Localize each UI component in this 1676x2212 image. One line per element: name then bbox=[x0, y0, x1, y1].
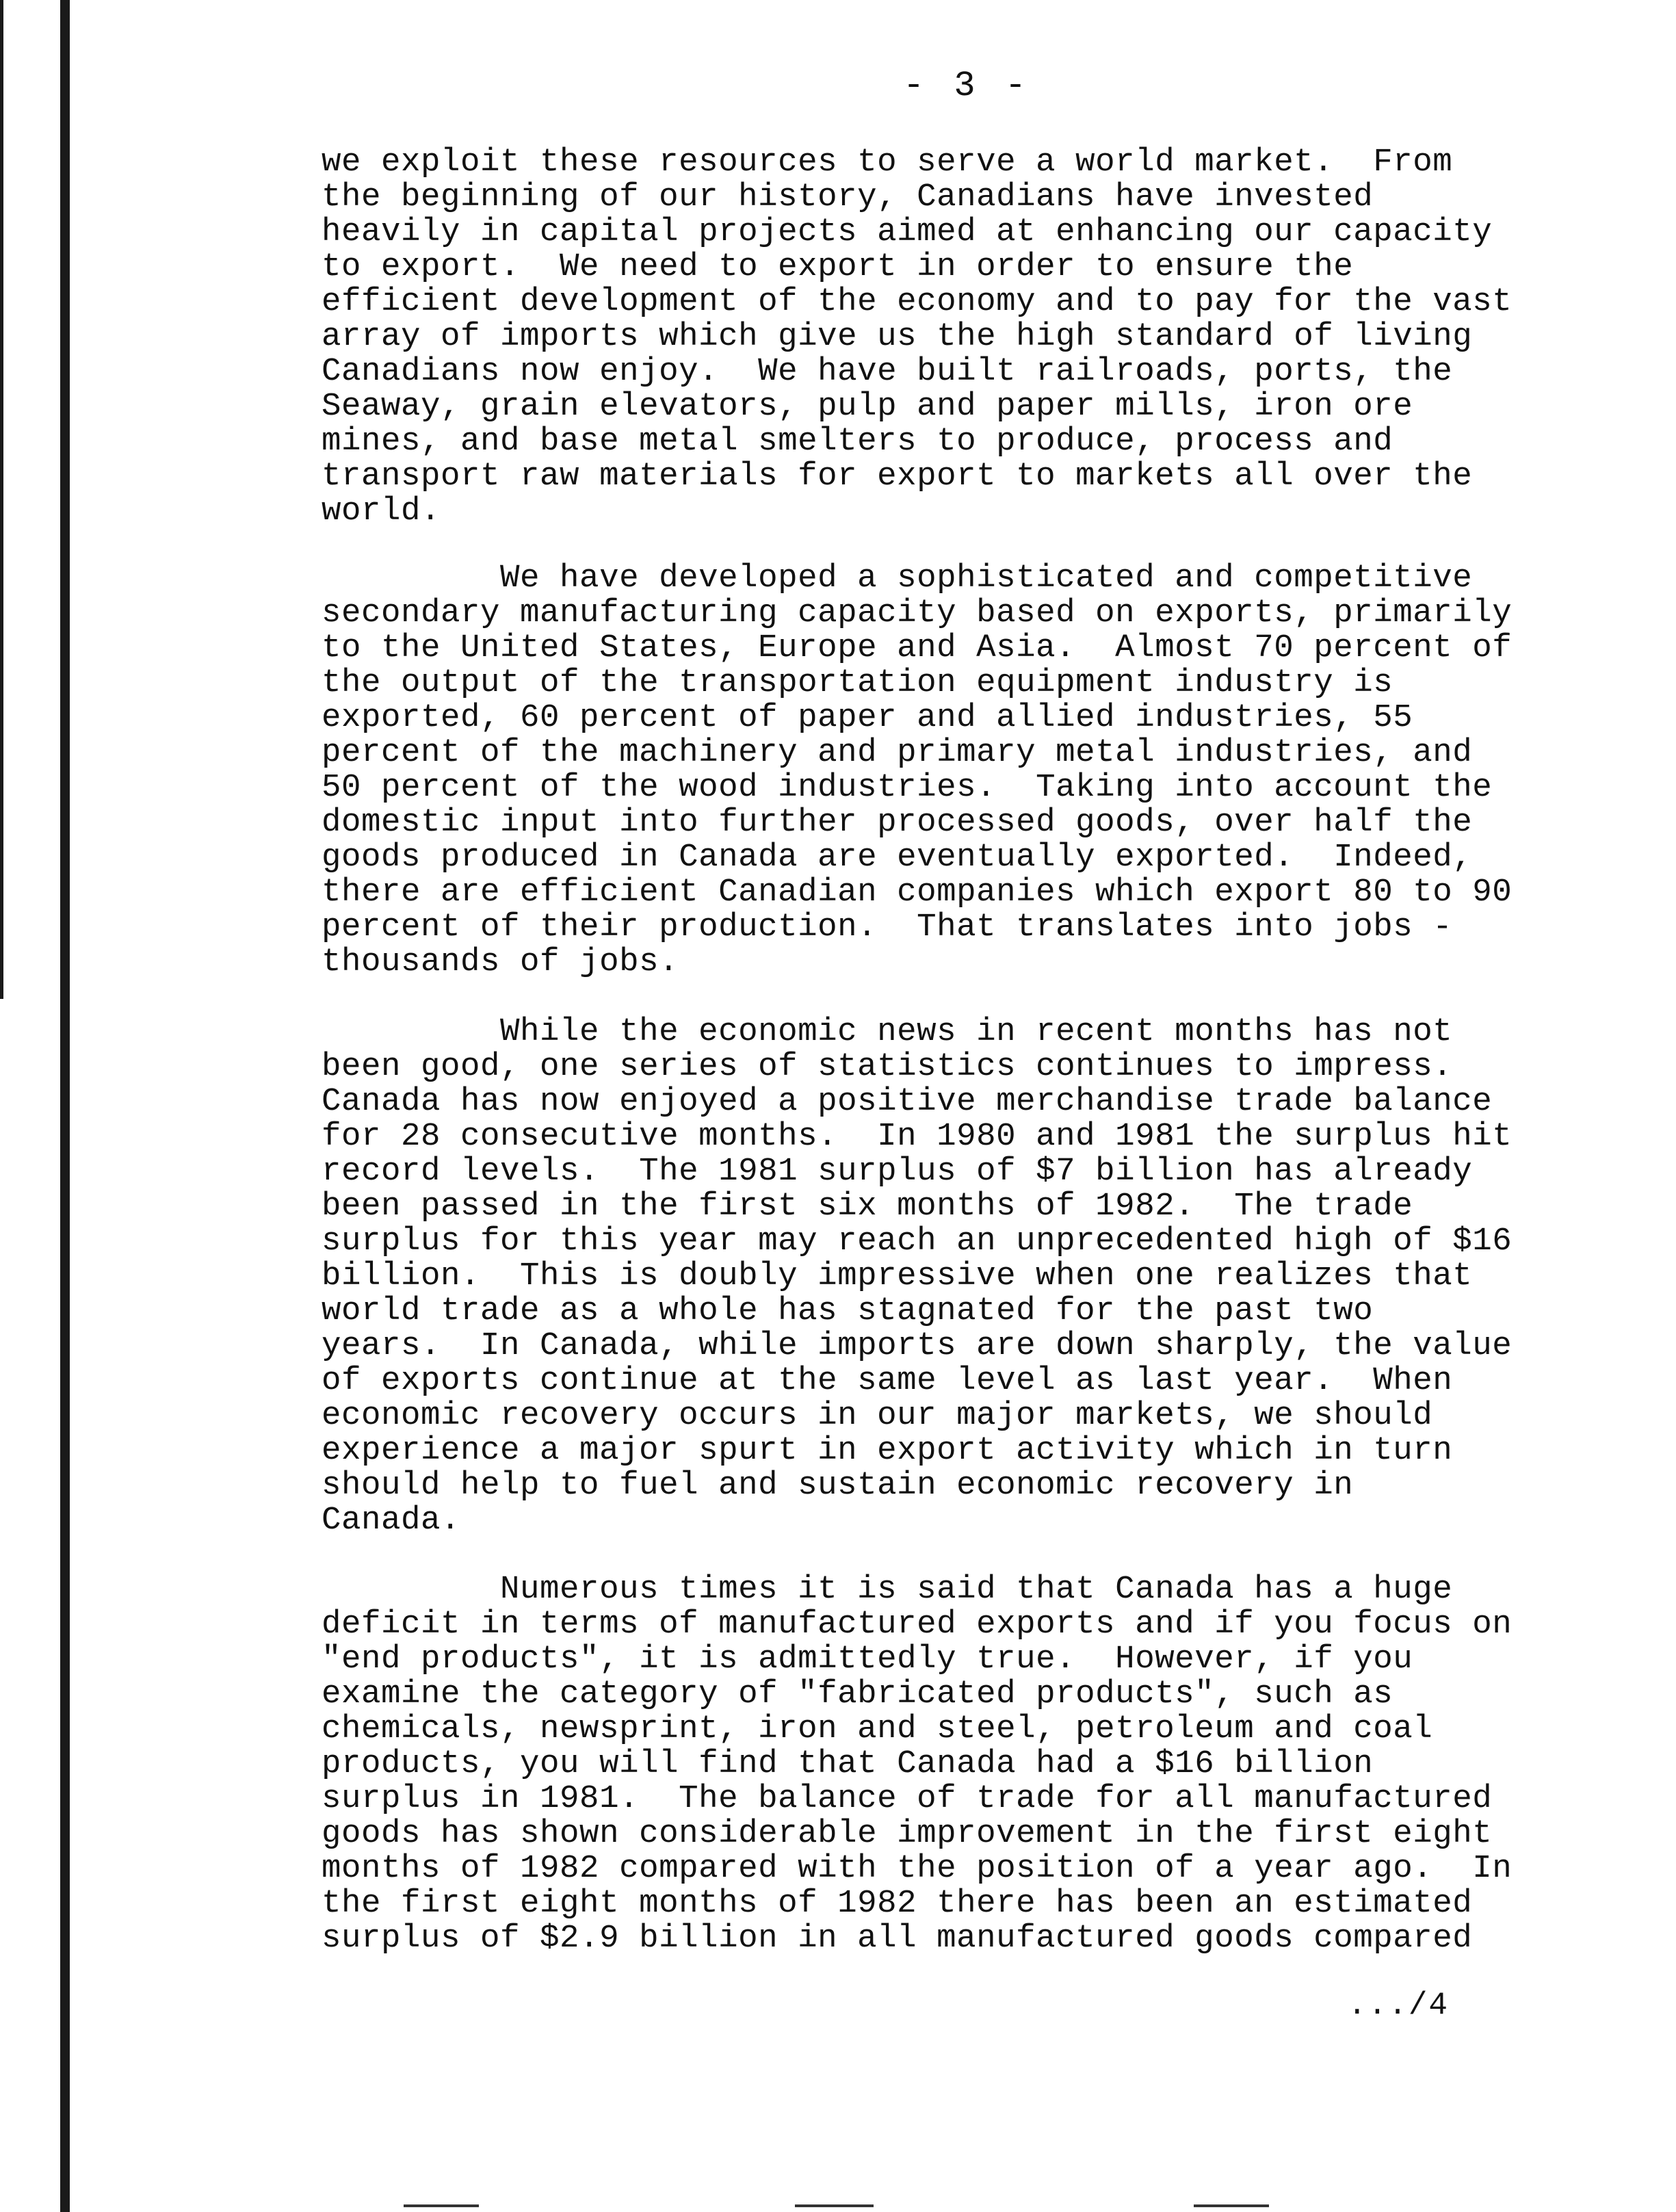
text-line: While the economic news in recent months has not bbox=[322, 1013, 1453, 1050]
text-line: Canadians now enjoy. We have built railroads, ports, the bbox=[322, 353, 1453, 390]
text-line: been passed in the first six months of 1982. The trade bbox=[322, 1188, 1413, 1225]
page-number: - 3 - bbox=[903, 66, 1031, 106]
binding-margin-line bbox=[60, 0, 70, 2212]
footer-rule-center bbox=[795, 2204, 874, 2207]
text-line: goods has shown considerable improvement in the first eight bbox=[322, 1815, 1493, 1852]
text-line: 50 percent of the wood industries. Taking into account the bbox=[322, 769, 1493, 806]
text-line: exported, 60 percent of paper and allied industries, 55 bbox=[322, 699, 1413, 736]
text-line: months of 1982 compared with the position of a year ago. In bbox=[322, 1850, 1513, 1887]
text-line: domestic input into further processed goods, over half the bbox=[322, 804, 1473, 841]
paragraph-2 bbox=[322, 561, 1608, 980]
text-line: array of imports which give us the high standard of living bbox=[322, 318, 1473, 355]
text-line: we exploit these resources to serve a world market. From bbox=[322, 144, 1453, 181]
text-line: surplus for this year may reach an unprecedented high of $16 bbox=[322, 1223, 1513, 1260]
paragraph-3 bbox=[322, 1015, 1608, 1538]
text-line: heavily in capital projects aimed at enhancing our capacity bbox=[322, 213, 1493, 250]
text-line: Numerous times it is said that Canada has a huge bbox=[322, 1571, 1453, 1608]
text-line: world trade as a whole has stagnated for the past two bbox=[322, 1292, 1374, 1329]
continuation-marker: .../4 bbox=[1348, 1988, 1450, 2023]
text-line: Seaway, grain elevators, pulp and paper mills, iron ore bbox=[322, 388, 1413, 425]
text-line: billion. This is doubly impressive when one realizes that bbox=[322, 1258, 1473, 1294]
text-line: secondary manufacturing capacity based on exports, primarily bbox=[322, 595, 1513, 632]
text-line: economic recovery occurs in our major markets, we should bbox=[322, 1397, 1433, 1434]
text-line: of exports continue at the same level as last year. When bbox=[322, 1362, 1453, 1399]
text-line: should help to fuel and sustain economic recovery in bbox=[322, 1467, 1354, 1504]
text-line: deficit in terms of manufactured exports and if you focus on bbox=[322, 1606, 1513, 1643]
text-line: record levels. The 1981 surplus of $7 billion has already bbox=[322, 1153, 1473, 1190]
text-line: experience a major spurt in export activity which in turn bbox=[322, 1432, 1453, 1469]
text-line: percent of the machinery and primary metal industries, and bbox=[322, 734, 1473, 771]
scan-edge-line bbox=[0, 0, 3, 999]
text-line: mines, and base metal smelters to produce, process and bbox=[322, 423, 1393, 460]
text-line: the first eight months of 1982 there has been an estimated bbox=[322, 1885, 1473, 1922]
text-line: products, you will find that Canada had a $16 billion bbox=[322, 1745, 1374, 1782]
text-line: there are efficient Canadian companies which export 80 to 90 bbox=[322, 874, 1513, 911]
text-line: goods produced in Canada are eventually exported. Indeed, bbox=[322, 839, 1473, 876]
text-line: thousands of jobs. bbox=[322, 944, 679, 980]
footer-rule-right bbox=[1194, 2204, 1269, 2207]
text-line: "end products", it is admittedly true. However, if you bbox=[322, 1641, 1413, 1678]
text-line: Canada. bbox=[322, 1502, 461, 1539]
text-line: We have developed a sophisticated and competitive bbox=[322, 560, 1473, 597]
text-line: to the United States, Europe and Asia. Almost 70 percent of bbox=[322, 629, 1513, 666]
text-line: surplus of $2.9 billion in all manufactured goods compared bbox=[322, 1920, 1473, 1957]
footer-rule-left bbox=[404, 2204, 479, 2207]
text-line: for 28 consecutive months. In 1980 and 1981 the surplus hit bbox=[322, 1118, 1513, 1155]
text-line: percent of their production. That translates into jobs - bbox=[322, 909, 1453, 946]
text-line: the beginning of our history, Canadians have invested bbox=[322, 179, 1374, 216]
text-line: surplus in 1981. The balance of trade for all manufactured bbox=[322, 1780, 1493, 1817]
text-line: examine the category of "fabricated products", such as bbox=[322, 1676, 1393, 1713]
paragraph-1 bbox=[322, 145, 1608, 529]
text-line: the output of the transportation equipment industry is bbox=[322, 664, 1393, 701]
text-line: been good, one series of statistics continues to impress. bbox=[322, 1048, 1453, 1085]
text-line: efficient development of the economy and to pay for the vast bbox=[322, 283, 1513, 320]
text-line: Canada has now enjoyed a positive merchandise trade balance bbox=[322, 1083, 1493, 1120]
text-line: transport raw materials for export to markets all over the bbox=[322, 458, 1473, 495]
text-line: chemicals, newsprint, iron and steel, petroleum and coal bbox=[322, 1710, 1433, 1747]
paragraph-4 bbox=[322, 1572, 1608, 1956]
text-line: years. In Canada, while imports are down sharply, the value bbox=[322, 1327, 1513, 1364]
text-line: to export. We need to export in order to ensure the bbox=[322, 248, 1354, 285]
text-line: world. bbox=[322, 493, 441, 530]
